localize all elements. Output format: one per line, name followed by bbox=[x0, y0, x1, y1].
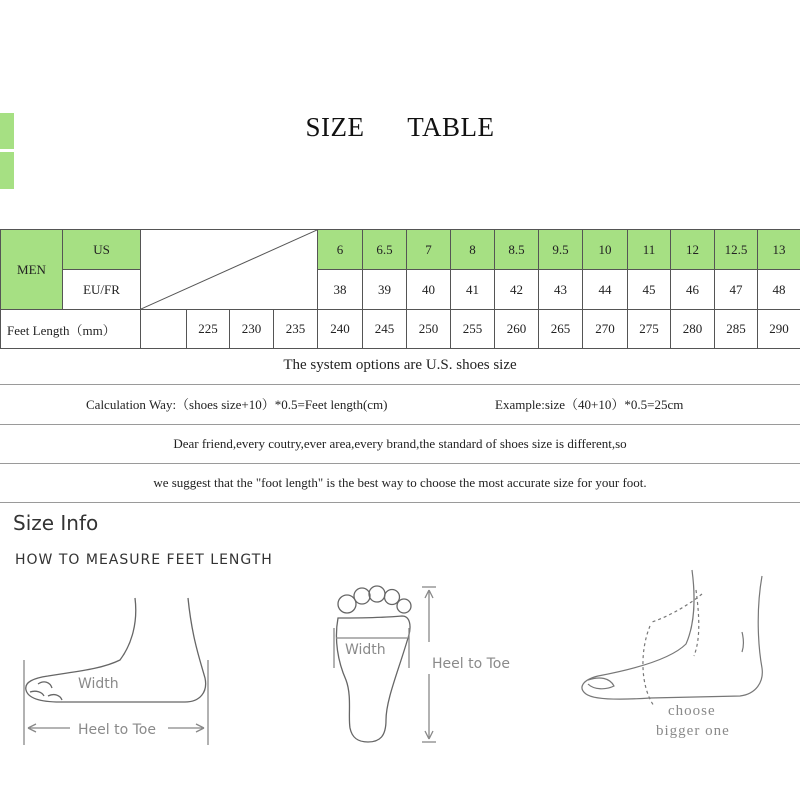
eu-size-cell: 45 bbox=[628, 270, 671, 310]
eu-size-cell: 40 bbox=[407, 270, 451, 310]
feet-length-label: Feet Length（mm） bbox=[1, 310, 141, 349]
left-accent-bar-bottom bbox=[0, 152, 14, 189]
bigger-one-label: bigger one bbox=[656, 723, 730, 739]
feet-length-cell: 240 bbox=[318, 310, 363, 349]
eu-size-cell: 39 bbox=[363, 270, 407, 310]
dear-friend-note: Dear friend,every coutry,ever area,every brand,the standard of shoes size is different,so bbox=[0, 424, 800, 464]
feet-length-cell: 250 bbox=[407, 310, 451, 349]
us-size-cell: 6 bbox=[318, 230, 363, 270]
feet-length-cell: 260 bbox=[495, 310, 539, 349]
side-heel-label: Heel to Toe bbox=[78, 722, 156, 738]
feet-length-cell: 290 bbox=[758, 310, 800, 349]
table-row-eu bbox=[1, 270, 800, 310]
empty-cell bbox=[141, 310, 187, 349]
shoe-fit-illustration bbox=[582, 570, 762, 706]
us-size-cell: 12.5 bbox=[715, 230, 758, 270]
us-label: US bbox=[63, 230, 141, 270]
eu-size-cell: 42 bbox=[495, 270, 539, 310]
us-size-cell: 8 bbox=[451, 230, 495, 270]
feet-length-cell: 255 bbox=[451, 310, 495, 349]
us-size-cell: 12 bbox=[671, 230, 715, 270]
feet-length-cell: 265 bbox=[539, 310, 583, 349]
men-label: MEN bbox=[1, 230, 63, 310]
us-size-cell: 13 bbox=[758, 230, 800, 270]
feet-length-cell: 280 bbox=[671, 310, 715, 349]
size-table bbox=[0, 229, 800, 349]
size-info-heading: Size Info bbox=[13, 511, 99, 535]
eu-size-cell: 47 bbox=[715, 270, 758, 310]
eu-size-cell: 46 bbox=[671, 270, 715, 310]
sole-heel-label: Heel to Toe bbox=[432, 656, 510, 672]
eu-size-cell: 43 bbox=[539, 270, 583, 310]
us-size-cell: 11 bbox=[628, 230, 671, 270]
eu-size-cell: 41 bbox=[451, 270, 495, 310]
system-note: The system options are U.S. shoes size bbox=[0, 347, 800, 385]
sole-width-label: Width bbox=[345, 642, 386, 658]
suggest-note: we suggest that the "foot length" is the best way to choose the most accurate size for your foot. bbox=[0, 463, 800, 503]
feet-length-cell: 270 bbox=[583, 310, 628, 349]
eu-size-cell: 48 bbox=[758, 270, 800, 310]
eu-size-cell: 44 bbox=[583, 270, 628, 310]
calculation-text: Calculation Way:（shoes size+10）*0.5=Feet length(cm) bbox=[86, 397, 388, 412]
choose-label: choose bbox=[668, 703, 716, 719]
sole-illustration bbox=[334, 586, 436, 742]
feet-length-cell: 285 bbox=[715, 310, 758, 349]
side-width-label: Width bbox=[78, 676, 119, 692]
diagonal-line bbox=[141, 230, 317, 309]
eu-label: EU/FR bbox=[63, 270, 141, 310]
us-size-cell: 10 bbox=[583, 230, 628, 270]
us-size-cell: 9.5 bbox=[539, 230, 583, 270]
calculation-row bbox=[0, 385, 800, 425]
diagonal-cell bbox=[141, 230, 318, 310]
table-row-us bbox=[1, 230, 800, 270]
measure-illustrations bbox=[0, 560, 800, 800]
feet-length-cell: 225 bbox=[187, 310, 230, 349]
us-size-cell: 7 bbox=[407, 230, 451, 270]
us-size-cell: 8.5 bbox=[495, 230, 539, 270]
feet-length-cell: 235 bbox=[274, 310, 318, 349]
us-size-cell: 6.5 bbox=[363, 230, 407, 270]
how-to-measure-heading: HOW TO MEASURE FEET LENGTH bbox=[15, 552, 273, 568]
eu-size-cell: 38 bbox=[318, 270, 363, 310]
page-title: SIZE TABLE bbox=[305, 112, 495, 142]
table-row-feet-length bbox=[1, 310, 800, 349]
feet-length-cell: 275 bbox=[628, 310, 671, 349]
feet-length-cell: 245 bbox=[363, 310, 407, 349]
feet-length-cell: 230 bbox=[230, 310, 274, 349]
example-text: Example:size（40+10）*0.5=25cm bbox=[495, 397, 684, 412]
